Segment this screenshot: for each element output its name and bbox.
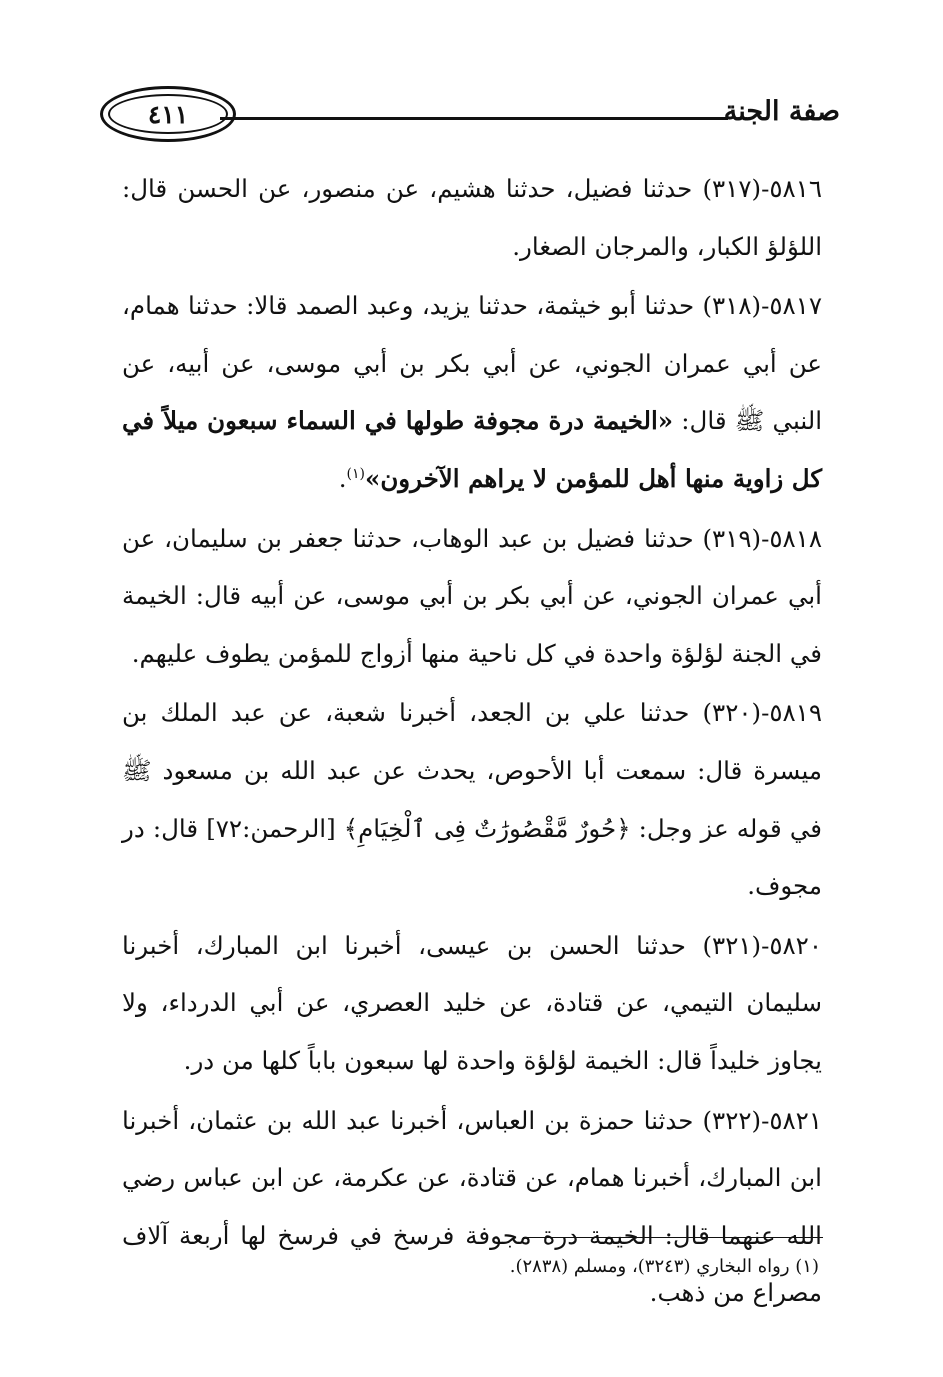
hadith-text: حدثنا فضيل بن عبد الوهاب، حدثنا جعفر بن سليمان، عن أبي عمران الجوني، عن أبي بكر بن أبي موسى، عن أبيه قال: الخيمة في الجنة لؤلؤة واحدة في كل ناحية منها أزواج للمؤمن يطوف عليهم. [122,523,822,668]
hadith-paragraph [122,160,822,275]
hadith-text: حدثنا حمزة بن العباس، أخبرنا عبد الله بن عثمان، أخبرنا ابن المبارك، أخبرنا همام، عن قتادة، عن عكرمة، عن ابن عباس رضي الله عنهما قال: الخيمة درة مجوفة فرسخ في فرسخ لها أربعة آلاف مصراع من ذهب. [122,1105,822,1308]
footnote-reference: (١) [346,465,365,482]
hadith-number: ٥٨١٩-(٣٢٠) [702,698,822,728]
hadith-text: حدثنا علي بن الجعد، أخبرنا شعبة، عن عبد الملك بن ميسرة قال: سمعت أبا الأحوص، يحدث عن عبد الله بن مسعود ﷺ في قوله عز وجل: ﴿حُورٌ مَّقْصُورَٰتٌ فِى ٱلْخِيَامِ﴾ [الرحمن:٧٢] قال: در مجوف. [122,698,823,901]
footnote: (١) رواه البخاري (٣٢٤٣)، ومسلم (٢٨٣٨). [509,1256,819,1277]
page-number: ٤١١ [147,100,189,129]
hadith-quote: «الخيمة درة مجوفة طولها في السماء سبعون ميلاً في كل زاوية منها أهل للمؤمن لا يراهم الآخرون» [122,406,822,493]
hadith-text: حدثنا الحسن بن عيسى، أخبرنا ابن المبارك، أخبرنا سليمان التيمي، عن قتادة، عن خليد العصري، عن أبي الدرداء، ولا يجاوز خليداً قال: الخيمة لؤلؤة واحدة لها سبعون باباً كلها من در. [122,930,822,1075]
hadith-number: ٥٨١٧-(٣١٨) [702,291,822,321]
hadith-tail: . [338,463,347,493]
footnote-separator [523,1237,823,1238]
page-header [100,86,840,150]
page-number-badge [100,86,236,142]
chapter-title: صفة الجنة [723,96,840,127]
hadith-number: ٥٨١٨-(٣١٩) [702,523,822,553]
hadith-paragraph [122,684,822,914]
hadith-number: ٥٨١٦-(٣١٧) [702,174,822,203]
main-text [122,160,822,1324]
hadith-paragraph [122,277,822,507]
hadith-number: ٥٨٢١-(٣٢٢) [702,1105,822,1135]
hadith-paragraph [122,510,822,683]
hadith-text: حدثنا فضيل، حدثنا هشيم، عن منصور، عن الحسن قال: اللؤلؤ الكبار، والمرجان الصغار. [122,174,822,261]
hadith-text: حدثنا أبو خيثمة، حدثنا يزيد، وعبد الصمد قالا: حدثنا همام، عن أبي عمران الجوني، عن أبي بكر بن أبي موسى، عن أبيه، عن النبي ﷺ قال: [122,291,822,436]
hadith-paragraph [122,917,822,1090]
header-rule [220,117,728,120]
hadith-paragraph [122,1092,822,1322]
hadith-number: ٥٨٢٠-(٣٢١) [702,930,822,960]
